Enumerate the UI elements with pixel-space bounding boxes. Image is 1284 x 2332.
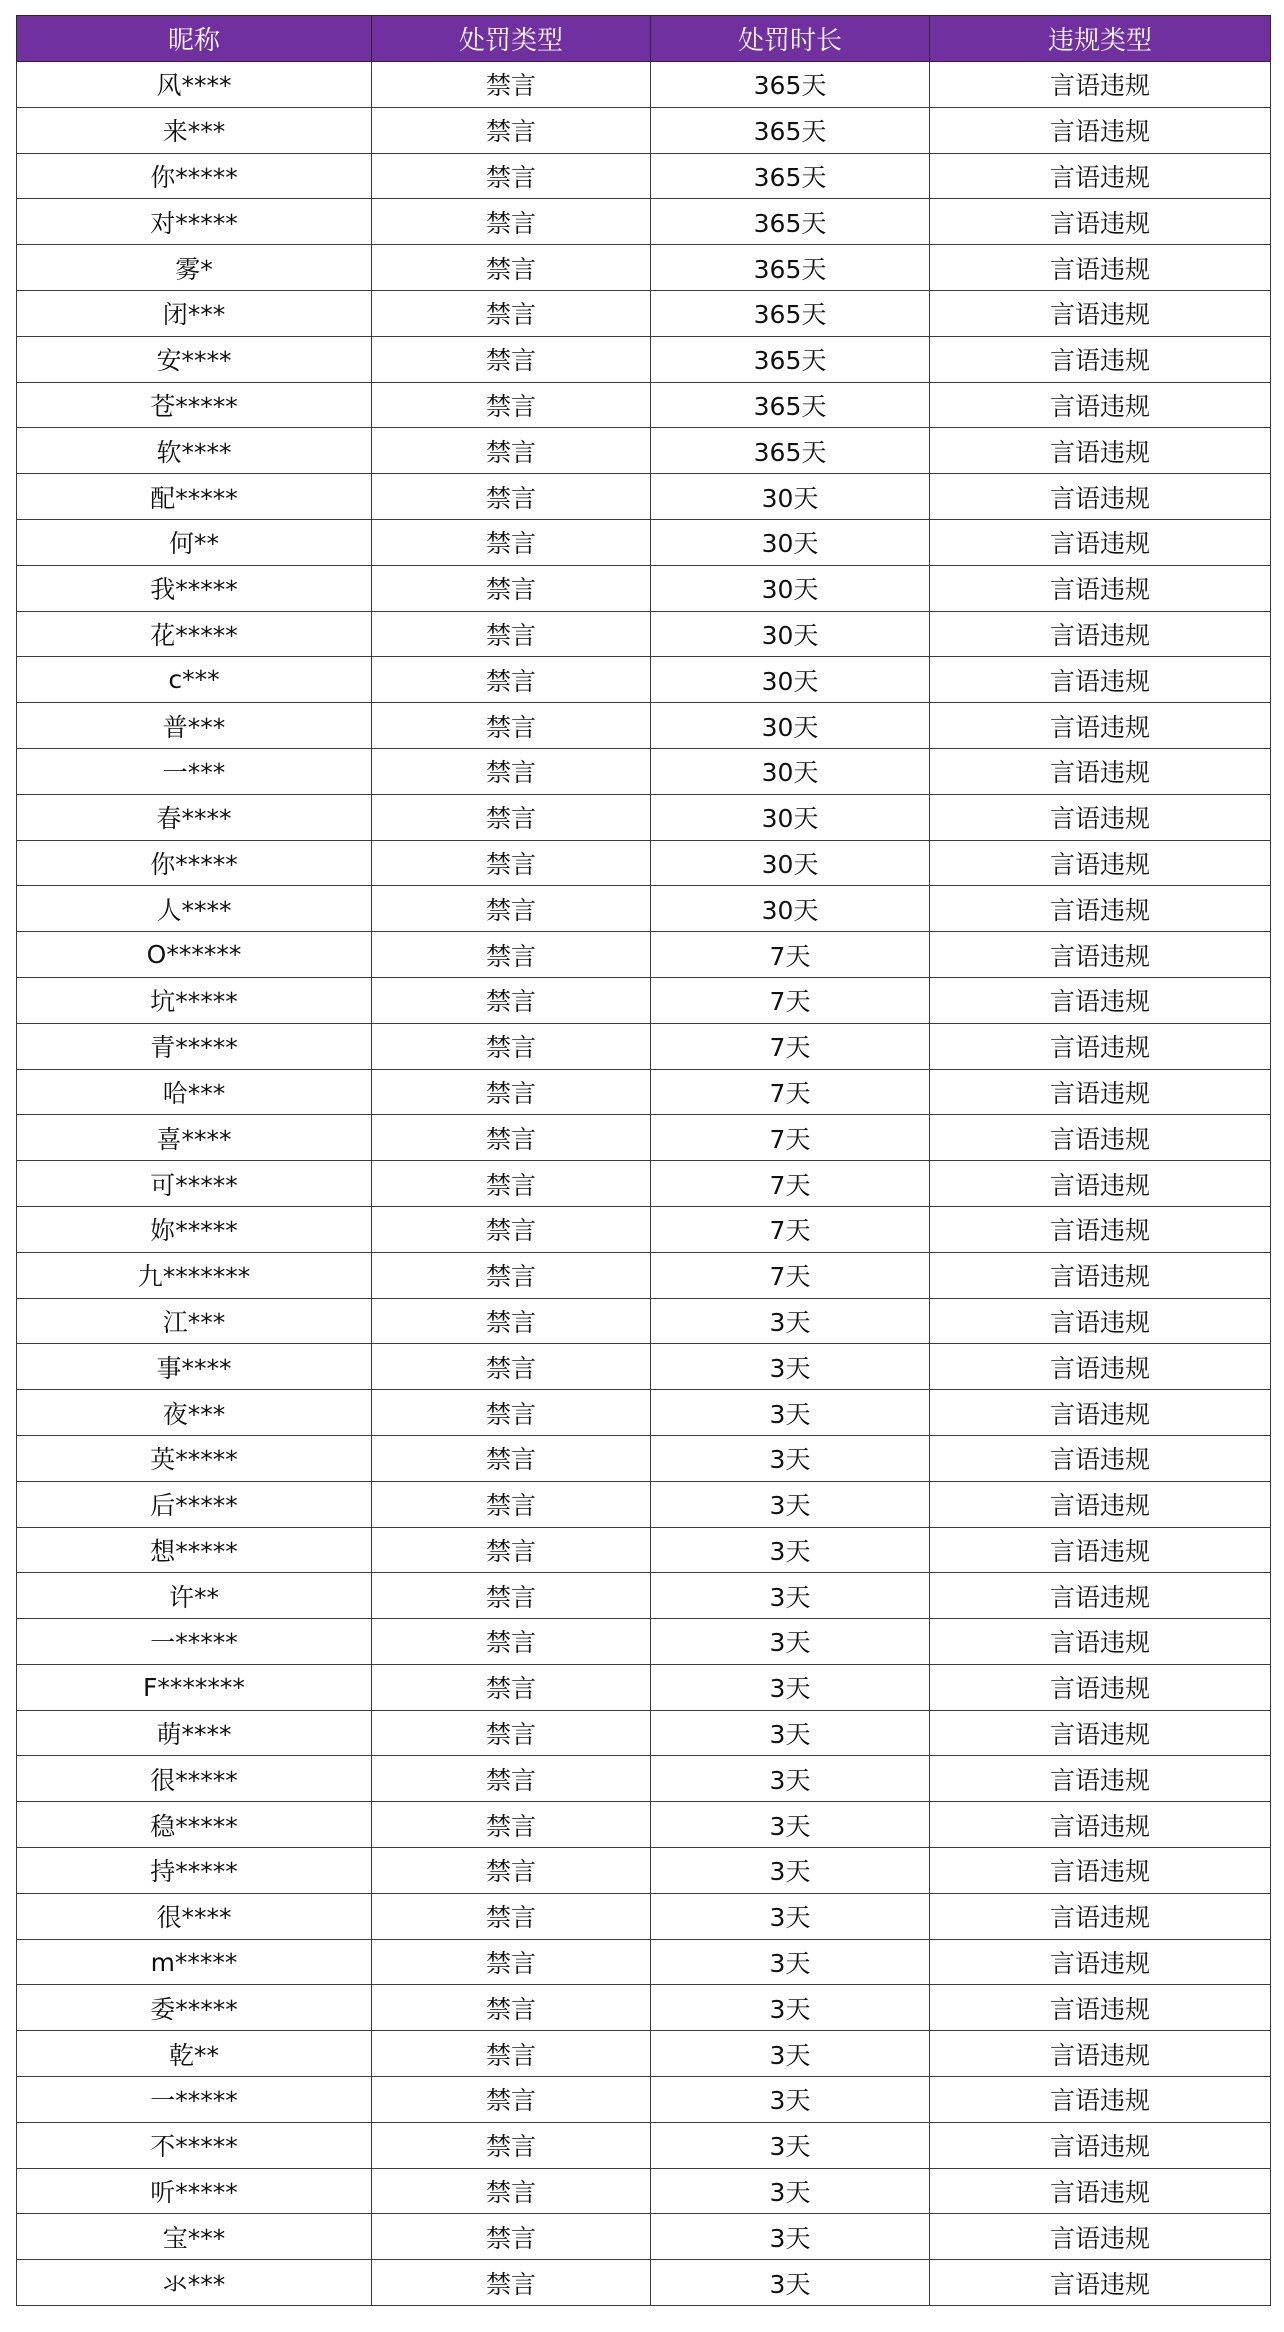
cell-punish-type: 禁言 xyxy=(372,1664,651,1710)
cell-violation-type: 言语违规 xyxy=(930,2260,1271,2306)
table-row xyxy=(17,1802,1271,1848)
table-row xyxy=(17,1939,1271,1985)
cell-nickname: 妳***** xyxy=(17,1206,372,1252)
cell-violation-type: 言语违规 xyxy=(930,290,1271,336)
table-row xyxy=(17,748,1271,794)
cell-punish-type: 禁言 xyxy=(372,1619,651,1665)
cell-violation-type: 言语违规 xyxy=(930,1161,1271,1207)
cell-nickname: 九******* xyxy=(17,1252,372,1298)
column-header-violation-type: 违规类型 xyxy=(930,16,1271,62)
table-row xyxy=(17,1298,1271,1344)
cell-nickname: 人**** xyxy=(17,886,372,932)
cell-punish-duration: 3天 xyxy=(651,1481,930,1527)
table-row xyxy=(17,428,1271,474)
cell-violation-type: 言语违规 xyxy=(930,1390,1271,1436)
cell-punish-duration: 3天 xyxy=(651,1435,930,1481)
table-header-row xyxy=(17,16,1271,62)
table-row xyxy=(17,886,1271,932)
cell-punish-type: 禁言 xyxy=(372,2122,651,2168)
cell-violation-type: 言语违规 xyxy=(930,2214,1271,2260)
table-row xyxy=(17,2031,1271,2077)
cell-punish-type: 禁言 xyxy=(372,977,651,1023)
cell-punish-duration: 7天 xyxy=(651,932,930,978)
cell-punish-duration: 3天 xyxy=(651,1298,930,1344)
cell-punish-type: 禁言 xyxy=(372,1939,651,1985)
table-row xyxy=(17,2168,1271,2214)
table-row xyxy=(17,1985,1271,2031)
column-header-punish-duration: 处罚时长 xyxy=(651,16,930,62)
cell-nickname: 很**** xyxy=(17,1893,372,1939)
cell-punish-duration: 3天 xyxy=(651,1985,930,2031)
cell-violation-type: 言语违规 xyxy=(930,703,1271,749)
cell-punish-duration: 30天 xyxy=(651,794,930,840)
cell-punish-type: 禁言 xyxy=(372,1435,651,1481)
cell-nickname: 你***** xyxy=(17,153,372,199)
cell-nickname: 苍***** xyxy=(17,382,372,428)
column-header-punish-type: 处罚类型 xyxy=(372,16,651,62)
cell-violation-type: 言语违规 xyxy=(930,611,1271,657)
table-row xyxy=(17,657,1271,703)
table-row xyxy=(17,199,1271,245)
cell-nickname: m***** xyxy=(17,1939,372,1985)
cell-punish-type: 禁言 xyxy=(372,2260,651,2306)
cell-punish-type: 禁言 xyxy=(372,794,651,840)
cell-punish-type: 禁言 xyxy=(372,748,651,794)
cell-punish-type: 禁言 xyxy=(372,1710,651,1756)
cell-nickname: 可***** xyxy=(17,1161,372,1207)
cell-nickname: 英***** xyxy=(17,1435,372,1481)
table-row xyxy=(17,336,1271,382)
cell-nickname: 宝*** xyxy=(17,2214,372,2260)
cell-punish-type: 禁言 xyxy=(372,1298,651,1344)
table-row xyxy=(17,1344,1271,1390)
cell-nickname: 事**** xyxy=(17,1344,372,1390)
cell-punish-type: 禁言 xyxy=(372,565,651,611)
table-row xyxy=(17,1527,1271,1573)
cell-punish-duration: 3天 xyxy=(651,1710,930,1756)
table-body xyxy=(17,62,1271,2306)
cell-violation-type: 言语违规 xyxy=(930,1252,1271,1298)
cell-punish-duration: 30天 xyxy=(651,886,930,932)
cell-violation-type: 言语违规 xyxy=(930,1573,1271,1619)
table-row xyxy=(17,1619,1271,1665)
cell-nickname: 一***** xyxy=(17,2077,372,2123)
cell-violation-type: 言语违规 xyxy=(930,886,1271,932)
cell-nickname: 坑***** xyxy=(17,977,372,1023)
table-row xyxy=(17,519,1271,565)
cell-nickname: 很***** xyxy=(17,1756,372,1802)
table-row xyxy=(17,1206,1271,1252)
table-row xyxy=(17,245,1271,291)
cell-violation-type: 言语违规 xyxy=(930,1206,1271,1252)
cell-nickname: 雾* xyxy=(17,245,372,291)
cell-violation-type: 言语违规 xyxy=(930,1298,1271,1344)
cell-nickname: 乾** xyxy=(17,2031,372,2077)
cell-violation-type: 言语违规 xyxy=(930,1619,1271,1665)
table-row xyxy=(17,1756,1271,1802)
cell-nickname: 许** xyxy=(17,1573,372,1619)
cell-punish-type: 禁言 xyxy=(372,2168,651,2214)
cell-nickname: O****** xyxy=(17,932,372,978)
cell-punish-duration: 30天 xyxy=(651,657,930,703)
cell-punish-type: 禁言 xyxy=(372,153,651,199)
table-row xyxy=(17,1115,1271,1161)
cell-nickname: 配***** xyxy=(17,474,372,520)
cell-punish-type: 禁言 xyxy=(372,1206,651,1252)
table-row xyxy=(17,1664,1271,1710)
table-row xyxy=(17,840,1271,886)
cell-punish-duration: 3天 xyxy=(651,1848,930,1894)
table-row xyxy=(17,2214,1271,2260)
cell-nickname: 委***** xyxy=(17,1985,372,2031)
cell-punish-duration: 365天 xyxy=(651,290,930,336)
cell-punish-duration: 365天 xyxy=(651,336,930,382)
cell-nickname: 听***** xyxy=(17,2168,372,2214)
cell-punish-type: 禁言 xyxy=(372,199,651,245)
cell-punish-type: 禁言 xyxy=(372,1481,651,1527)
cell-nickname: 来*** xyxy=(17,107,372,153)
cell-punish-duration: 30天 xyxy=(651,565,930,611)
table-row xyxy=(17,1481,1271,1527)
cell-violation-type: 言语违规 xyxy=(930,2077,1271,2123)
cell-nickname: 后***** xyxy=(17,1481,372,1527)
cell-punish-type: 禁言 xyxy=(372,107,651,153)
cell-violation-type: 言语违规 xyxy=(930,62,1271,108)
cell-punish-type: 禁言 xyxy=(372,886,651,932)
cell-punish-duration: 3天 xyxy=(651,2122,930,2168)
cell-punish-duration: 365天 xyxy=(651,245,930,291)
table-row xyxy=(17,382,1271,428)
cell-punish-duration: 3天 xyxy=(651,2031,930,2077)
table-row xyxy=(17,62,1271,108)
cell-nickname: 氺*** xyxy=(17,2260,372,2306)
cell-violation-type: 言语违规 xyxy=(930,336,1271,382)
cell-nickname: 对***** xyxy=(17,199,372,245)
table-row xyxy=(17,794,1271,840)
cell-violation-type: 言语违规 xyxy=(930,474,1271,520)
cell-nickname: 萌**** xyxy=(17,1710,372,1756)
cell-nickname: 何** xyxy=(17,519,372,565)
table-row xyxy=(17,1069,1271,1115)
cell-punish-type: 禁言 xyxy=(372,703,651,749)
cell-nickname: 春**** xyxy=(17,794,372,840)
cell-punish-duration: 3天 xyxy=(651,1344,930,1390)
cell-violation-type: 言语违规 xyxy=(930,519,1271,565)
cell-violation-type: 言语违规 xyxy=(930,2031,1271,2077)
table-row xyxy=(17,2122,1271,2168)
cell-punish-duration: 365天 xyxy=(651,107,930,153)
cell-punish-duration: 30天 xyxy=(651,611,930,657)
cell-nickname: 你***** xyxy=(17,840,372,886)
cell-violation-type: 言语违规 xyxy=(930,977,1271,1023)
cell-punish-duration: 7天 xyxy=(651,1206,930,1252)
cell-punish-type: 禁言 xyxy=(372,62,651,108)
table-row xyxy=(17,1573,1271,1619)
cell-punish-type: 禁言 xyxy=(372,1115,651,1161)
cell-nickname: 我***** xyxy=(17,565,372,611)
cell-nickname: 喜**** xyxy=(17,1115,372,1161)
cell-punish-type: 禁言 xyxy=(372,1344,651,1390)
cell-punish-duration: 30天 xyxy=(651,474,930,520)
cell-punish-type: 禁言 xyxy=(372,382,651,428)
cell-punish-duration: 30天 xyxy=(651,519,930,565)
cell-punish-duration: 7天 xyxy=(651,1252,930,1298)
cell-punish-type: 禁言 xyxy=(372,1756,651,1802)
cell-punish-type: 禁言 xyxy=(372,1985,651,2031)
table-row xyxy=(17,565,1271,611)
cell-nickname: 江*** xyxy=(17,1298,372,1344)
cell-punish-duration: 30天 xyxy=(651,748,930,794)
cell-punish-type: 禁言 xyxy=(372,932,651,978)
cell-punish-duration: 3天 xyxy=(651,1619,930,1665)
cell-punish-duration: 365天 xyxy=(651,199,930,245)
table-row xyxy=(17,1161,1271,1207)
cell-punish-type: 禁言 xyxy=(372,336,651,382)
cell-violation-type: 言语违规 xyxy=(930,382,1271,428)
cell-punish-duration: 3天 xyxy=(651,1527,930,1573)
table-row xyxy=(17,153,1271,199)
table-row xyxy=(17,1023,1271,1069)
cell-violation-type: 言语违规 xyxy=(930,1115,1271,1161)
cell-violation-type: 言语违规 xyxy=(930,1023,1271,1069)
table-row xyxy=(17,107,1271,153)
cell-punish-duration: 3天 xyxy=(651,1756,930,1802)
cell-violation-type: 言语违规 xyxy=(930,1481,1271,1527)
cell-violation-type: 言语违规 xyxy=(930,107,1271,153)
cell-violation-type: 言语违规 xyxy=(930,2122,1271,2168)
cell-punish-duration: 3天 xyxy=(651,1573,930,1619)
cell-punish-duration: 365天 xyxy=(651,428,930,474)
cell-nickname: 一***** xyxy=(17,1619,372,1665)
cell-punish-type: 禁言 xyxy=(372,2214,651,2260)
cell-punish-duration: 3天 xyxy=(651,1664,930,1710)
cell-punish-type: 禁言 xyxy=(372,657,651,703)
cell-punish-type: 禁言 xyxy=(372,840,651,886)
cell-punish-duration: 7天 xyxy=(651,1023,930,1069)
cell-punish-type: 禁言 xyxy=(372,1848,651,1894)
cell-nickname: c*** xyxy=(17,657,372,703)
cell-punish-type: 禁言 xyxy=(372,474,651,520)
cell-nickname: 普*** xyxy=(17,703,372,749)
cell-violation-type: 言语违规 xyxy=(930,565,1271,611)
cell-violation-type: 言语违规 xyxy=(930,1848,1271,1894)
cell-nickname: 稳***** xyxy=(17,1802,372,1848)
cell-punish-duration: 3天 xyxy=(651,2214,930,2260)
cell-violation-type: 言语违规 xyxy=(930,199,1271,245)
cell-violation-type: 言语违规 xyxy=(930,1985,1271,2031)
cell-punish-type: 禁言 xyxy=(372,519,651,565)
cell-punish-duration: 3天 xyxy=(651,2168,930,2214)
cell-violation-type: 言语违规 xyxy=(930,153,1271,199)
cell-nickname: 闭*** xyxy=(17,290,372,336)
cell-nickname: 想***** xyxy=(17,1527,372,1573)
cell-punish-type: 禁言 xyxy=(372,1023,651,1069)
cell-punish-duration: 7天 xyxy=(651,1161,930,1207)
table-row xyxy=(17,2260,1271,2306)
cell-punish-type: 禁言 xyxy=(372,1893,651,1939)
table-row xyxy=(17,1710,1271,1756)
cell-violation-type: 言语违规 xyxy=(930,1939,1271,1985)
cell-punish-duration: 365天 xyxy=(651,62,930,108)
table-row xyxy=(17,290,1271,336)
cell-violation-type: 言语违规 xyxy=(930,1893,1271,1939)
cell-punish-duration: 30天 xyxy=(651,840,930,886)
cell-punish-duration: 3天 xyxy=(651,2077,930,2123)
cell-punish-type: 禁言 xyxy=(372,1527,651,1573)
cell-punish-type: 禁言 xyxy=(372,611,651,657)
cell-punish-duration: 3天 xyxy=(651,2260,930,2306)
cell-nickname: 软**** xyxy=(17,428,372,474)
cell-violation-type: 言语违规 xyxy=(930,1756,1271,1802)
cell-violation-type: 言语违规 xyxy=(930,1664,1271,1710)
table-row xyxy=(17,2077,1271,2123)
cell-punish-type: 禁言 xyxy=(372,1161,651,1207)
column-header-nickname: 昵称 xyxy=(17,16,372,62)
cell-punish-duration: 30天 xyxy=(651,703,930,749)
cell-punish-duration: 7天 xyxy=(651,977,930,1023)
cell-nickname: 安**** xyxy=(17,336,372,382)
cell-punish-type: 禁言 xyxy=(372,1802,651,1848)
table-row xyxy=(17,474,1271,520)
cell-nickname: 持***** xyxy=(17,1848,372,1894)
cell-punish-duration: 365天 xyxy=(651,153,930,199)
cell-punish-type: 禁言 xyxy=(372,428,651,474)
cell-nickname: 花***** xyxy=(17,611,372,657)
cell-nickname: 哈*** xyxy=(17,1069,372,1115)
cell-punish-type: 禁言 xyxy=(372,1573,651,1619)
cell-punish-type: 禁言 xyxy=(372,245,651,291)
cell-violation-type: 言语违规 xyxy=(930,428,1271,474)
table-row xyxy=(17,1252,1271,1298)
cell-punish-type: 禁言 xyxy=(372,2077,651,2123)
table-row xyxy=(17,977,1271,1023)
cell-punish-duration: 3天 xyxy=(651,1893,930,1939)
cell-punish-type: 禁言 xyxy=(372,1069,651,1115)
cell-violation-type: 言语违规 xyxy=(930,2168,1271,2214)
cell-punish-type: 禁言 xyxy=(372,290,651,336)
cell-violation-type: 言语违规 xyxy=(930,657,1271,703)
cell-violation-type: 言语违规 xyxy=(930,840,1271,886)
cell-punish-duration: 3天 xyxy=(651,1802,930,1848)
penalty-table-container xyxy=(16,15,1270,2306)
table-row xyxy=(17,1848,1271,1894)
cell-violation-type: 言语违规 xyxy=(930,1802,1271,1848)
cell-violation-type: 言语违规 xyxy=(930,748,1271,794)
table-row xyxy=(17,932,1271,978)
cell-violation-type: 言语违规 xyxy=(930,1344,1271,1390)
cell-punish-type: 禁言 xyxy=(372,1390,651,1436)
cell-nickname: 夜*** xyxy=(17,1390,372,1436)
cell-nickname: F******* xyxy=(17,1664,372,1710)
table-row xyxy=(17,611,1271,657)
cell-punish-duration: 3天 xyxy=(651,1390,930,1436)
table-row xyxy=(17,1390,1271,1436)
cell-violation-type: 言语违规 xyxy=(930,1710,1271,1756)
cell-violation-type: 言语违规 xyxy=(930,1435,1271,1481)
cell-nickname: 风**** xyxy=(17,62,372,108)
cell-punish-type: 禁言 xyxy=(372,2031,651,2077)
table-row xyxy=(17,703,1271,749)
cell-violation-type: 言语违规 xyxy=(930,1069,1271,1115)
cell-punish-duration: 365天 xyxy=(651,382,930,428)
cell-nickname: 不***** xyxy=(17,2122,372,2168)
cell-violation-type: 言语违规 xyxy=(930,245,1271,291)
table-row xyxy=(17,1893,1271,1939)
table-row xyxy=(17,1435,1271,1481)
cell-violation-type: 言语违规 xyxy=(930,932,1271,978)
cell-nickname: 一*** xyxy=(17,748,372,794)
cell-punish-type: 禁言 xyxy=(372,1252,651,1298)
table-header xyxy=(17,16,1271,62)
cell-violation-type: 言语违规 xyxy=(930,1527,1271,1573)
cell-nickname: 青***** xyxy=(17,1023,372,1069)
cell-violation-type: 言语违规 xyxy=(930,794,1271,840)
cell-punish-duration: 7天 xyxy=(651,1069,930,1115)
cell-punish-duration: 3天 xyxy=(651,1939,930,1985)
penalty-table xyxy=(16,15,1271,2306)
cell-punish-duration: 7天 xyxy=(651,1115,930,1161)
